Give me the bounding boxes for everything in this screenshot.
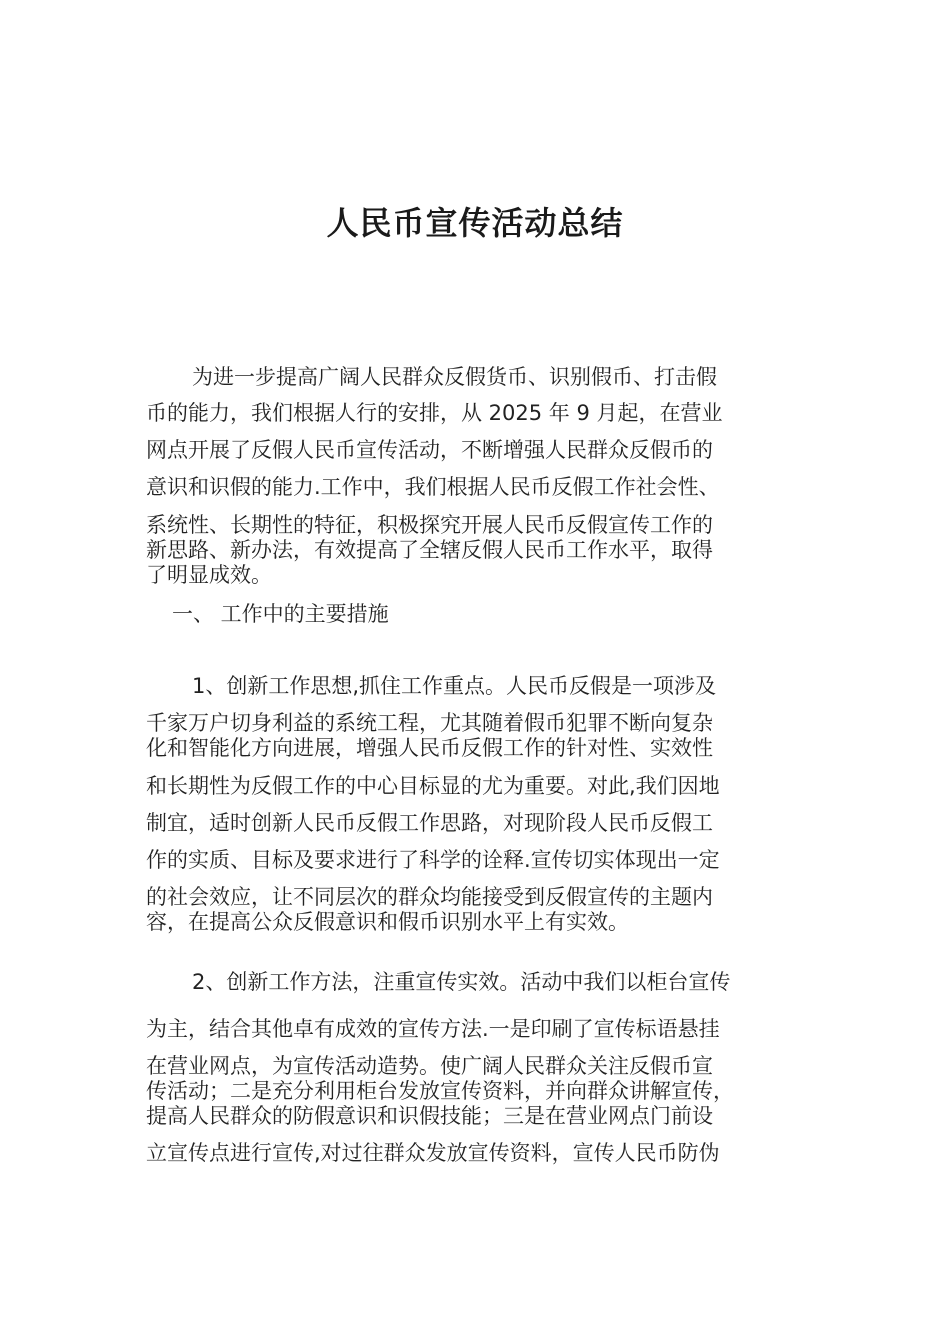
paragraph-1-line-5: 系统性、长期性的特征，积极探究开展人民币反假宣传工作的	[146, 513, 713, 537]
paragraph-2-line-3: 化和智能化方向进展，增强人民币反假工作的针对性、实效性	[146, 736, 713, 760]
paragraph-1-line-2: 币的能力，我们根据人行的安排，从 2025 年 9 月起，在营业	[146, 401, 723, 425]
paragraph-1-line-1: 为进一步提高广阔人民群众反假货币、识别假币、打击假	[192, 365, 717, 389]
paragraph-3-line-6: 立宣传点进行宣传,对过往群众发放宣传资料，宣传人民币防伪	[146, 1141, 720, 1165]
paragraph-2-line-7: 的社会效应，让不同层次的群众均能接受到反假宣传的主题内	[146, 885, 713, 909]
section-heading: 一、 工作中的主要措施	[172, 602, 389, 626]
paragraph-2-line-2: 千家万户切身利益的系统工程，尤其随着假币犯罪不断向复杂	[146, 711, 713, 735]
paragraph-1-line-7: 了明显成效。	[146, 563, 272, 587]
paragraph-3-line-2: 为主，结合其他卓有成效的宣传方法.一是印刷了宣传标语悬挂	[146, 1017, 720, 1041]
paragraph-3-line-5: 提高人民群众的防假意识和识假技能；三是在营业网点门前设	[146, 1104, 713, 1128]
paragraph-2-line-6: 作的实质、目标及要求进行了科学的诠释.宣传切实体现出一定	[146, 848, 720, 872]
paragraph-3-line-3: 在营业网点，为宣传活动造势。使广阔人民群众关注反假币宣	[146, 1054, 713, 1078]
paragraph-3-line-4: 传活动；二是充分利用柜台发放宣传资料，并向群众讲解宣传，	[146, 1079, 734, 1103]
paragraph-1-line-6: 新思路、新办法，有效提高了全辖反假人民币工作水平，取得	[146, 538, 713, 562]
paragraph-1-line-3: 网点开展了反假人民币宣传活动，不断增强人民群众反假币的	[146, 438, 713, 462]
paragraph-2-line-1: 1、创新工作思想,抓住工作重点。人民币反假是一项涉及	[192, 674, 717, 698]
document-title: 人民币宣传活动总结	[326, 204, 624, 242]
paragraph-1-line-4: 意识和识假的能力.工作中，我们根据人民币反假工作社会性、	[146, 475, 720, 499]
paragraph-2-line-4: 和长期性为反假工作的中心目标显的尤为重要。对此,我们因地	[146, 774, 720, 798]
paragraph-2-line-8: 容，在提高公众反假意识和假币识别水平上有实效。	[146, 910, 629, 934]
paragraph-3-line-1: 2、创新工作方法，注重宣传实效。活动中我们以柜台宣传	[192, 970, 731, 994]
paragraph-2-line-5: 制宜，适时创新人民币反假工作思路，对现阶段人民币反假工	[146, 811, 713, 835]
